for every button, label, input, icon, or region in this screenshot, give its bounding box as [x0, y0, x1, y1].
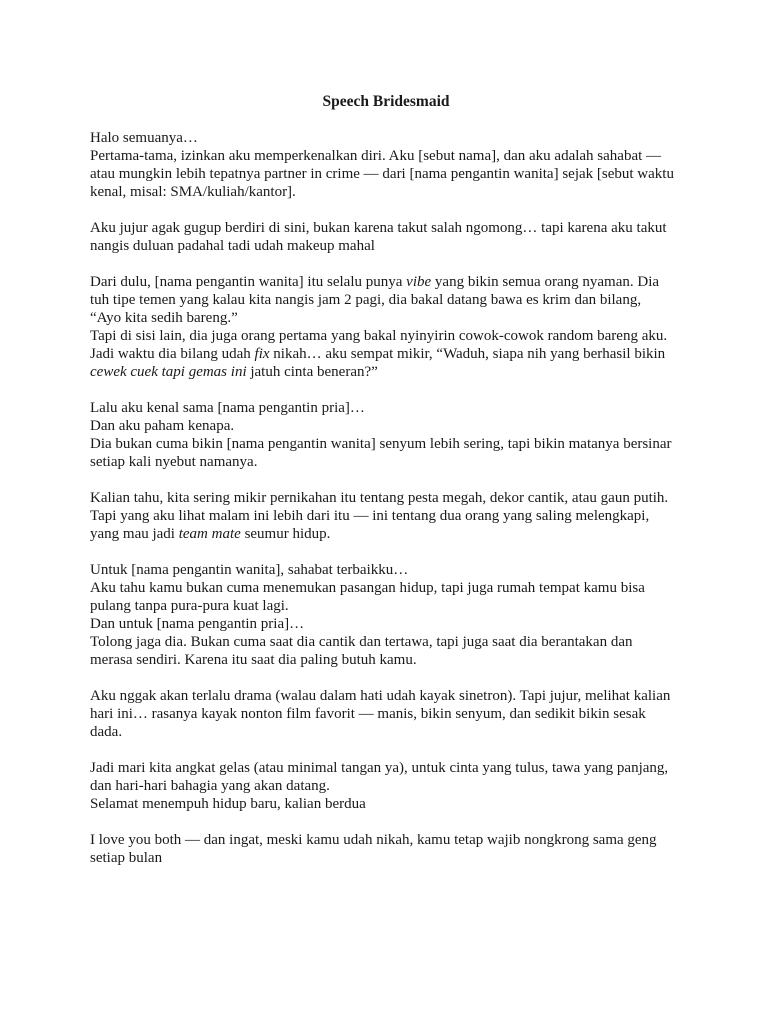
document-title: Speech Bridesmaid [322, 93, 450, 110]
italic-text: team mate [178, 526, 241, 542]
paragraph [90, 759, 682, 813]
text-line [90, 777, 682, 795]
text-run: “Ayo kita sedih bareng.” [90, 310, 238, 326]
document-body [90, 129, 682, 867]
text-run: setiap bulan [90, 850, 163, 866]
text-run: yang mau jadi [90, 526, 179, 542]
text-line [90, 363, 682, 381]
text-line [90, 345, 682, 363]
text-run: I love you both — dan ingat, meski kamu udah nikah, kamu tetap wajib nongkrong sama geng [90, 832, 657, 848]
text-line [90, 165, 682, 183]
paragraph [90, 219, 682, 255]
text-line [90, 651, 682, 669]
text-run: seumur hidup. [240, 526, 331, 542]
text-run: Halo semuanya… [90, 130, 198, 146]
text-line [90, 849, 682, 867]
text-line [90, 579, 682, 597]
paragraph [90, 561, 682, 669]
text-line [90, 525, 682, 543]
text-line [90, 759, 682, 777]
text-line [90, 327, 682, 345]
text-run: setiap kali nyebut namanya. [90, 454, 258, 470]
text-line [90, 489, 682, 507]
text-line [90, 687, 682, 705]
text-run: atau mungkin lebih tepatnya partner in crime — dari [nama pengantin wanita] sejak [sebut waktu [90, 166, 674, 182]
text-line [90, 507, 682, 525]
italic-text: cewek cuek tapi gemas ini [90, 364, 247, 380]
text-line [90, 633, 682, 651]
paragraph [90, 687, 682, 741]
text-line [90, 453, 682, 471]
text-run: Selamat menempuh hidup baru, kalian berdua [90, 796, 366, 812]
italic-text: fix [254, 346, 270, 362]
text-line [90, 597, 682, 615]
italic-text: vibe [406, 274, 432, 290]
text-line [90, 129, 682, 147]
paragraph [90, 129, 682, 201]
text-run: jatuh cinta beneran?” [246, 364, 378, 380]
text-run: Lalu aku kenal sama [nama pengantin pria]… [90, 400, 365, 416]
text-run: merasa sendiri. Karena itu saat dia paling butuh kamu. [90, 652, 417, 668]
text-run: Jadi waktu dia bilang udah [90, 346, 255, 362]
text-run: pulang tanpa pura-pura kuat lagi. [90, 598, 289, 614]
text-run: Kalian tahu, kita sering mikir pernikahan itu tentang pesta megah, dekor cantik, atau gaun putih. [90, 490, 669, 506]
text-run: nangis duluan padahal tadi udah makeup mahal [90, 238, 375, 254]
text-run: Untuk [nama pengantin wanita], sahabat terbaikku… [90, 562, 409, 578]
text-line [90, 219, 682, 237]
text-line [90, 561, 682, 579]
text-run: Pertama-tama, izinkan aku memperkenalkan diri. Aku [sebut nama], dan aku adalah sahabat — [90, 148, 662, 164]
paragraph [90, 489, 682, 543]
text-run: dada. [90, 724, 123, 740]
text-line [90, 147, 682, 165]
paragraph [90, 399, 682, 471]
text-run: Dari dulu, [nama pengantin wanita] itu selalu punya [90, 274, 407, 290]
text-run: Dan aku paham kenapa. [90, 418, 235, 434]
text-line [90, 831, 682, 849]
document-page [90, 93, 682, 885]
text-line [90, 723, 682, 741]
text-run: Dan untuk [nama pengantin pria]… [90, 616, 305, 632]
text-run: Aku tahu kamu bukan cuma menemukan pasangan hidup, tapi juga rumah tempat kamu bisa [90, 580, 645, 596]
text-run: yang bikin semua orang nyaman. Dia [431, 274, 660, 290]
text-line [90, 615, 682, 633]
text-line [90, 309, 682, 327]
text-run: Dia bukan cuma bikin [nama pengantin wanita] senyum lebih sering, tapi bikin matanya bersinar [90, 436, 672, 452]
text-run: Jadi mari kita angkat gelas (atau minimal tangan ya), untuk cinta yang tulus, tawa yang panjang, [90, 760, 669, 776]
text-run: Tapi di sisi lain, dia juga orang pertama yang bakal nyinyirin cowok-cowok random bareng aku. [90, 328, 668, 344]
text-line [90, 183, 682, 201]
text-run: Aku jujur agak gugup berdiri di sini, bukan karena takut salah ngomong… tapi karena aku takut [90, 220, 667, 236]
text-run: nikah… aku sempat mikir, “Waduh, siapa nih yang berhasil bikin [269, 346, 666, 362]
paragraph [90, 273, 682, 381]
text-line [90, 399, 682, 417]
text-line [90, 273, 682, 291]
text-run: Tapi yang aku lihat malam ini lebih dari itu — ini tentang dua orang yang saling melengkapi, [90, 508, 650, 524]
text-run: Aku nggak akan terlalu drama (walau dalam hati udah kayak sinetron). Tapi jujur, melihat kalian [90, 688, 671, 704]
text-line [90, 237, 682, 255]
text-line [90, 705, 682, 723]
text-line [90, 795, 682, 813]
text-run: hari ini… rasanya kayak nonton film favorit — manis, bikin senyum, dan sedikit bikin sesak [90, 706, 646, 722]
text-line [90, 417, 682, 435]
text-run: tuh tipe temen yang kalau kita nangis jam 2 pagi, dia bakal datang bawa es krim dan bilang, [90, 292, 642, 308]
text-run: Tolong jaga dia. Bukan cuma saat dia cantik dan tertawa, tapi juga saat dia berantakan dan [90, 634, 633, 650]
text-line [90, 435, 682, 453]
text-run: kenal, misal: SMA/kuliah/kantor]. [90, 184, 296, 200]
text-line [90, 291, 682, 309]
text-run: dan hari-hari bahagia yang akan datang. [90, 778, 330, 794]
paragraph [90, 831, 682, 867]
